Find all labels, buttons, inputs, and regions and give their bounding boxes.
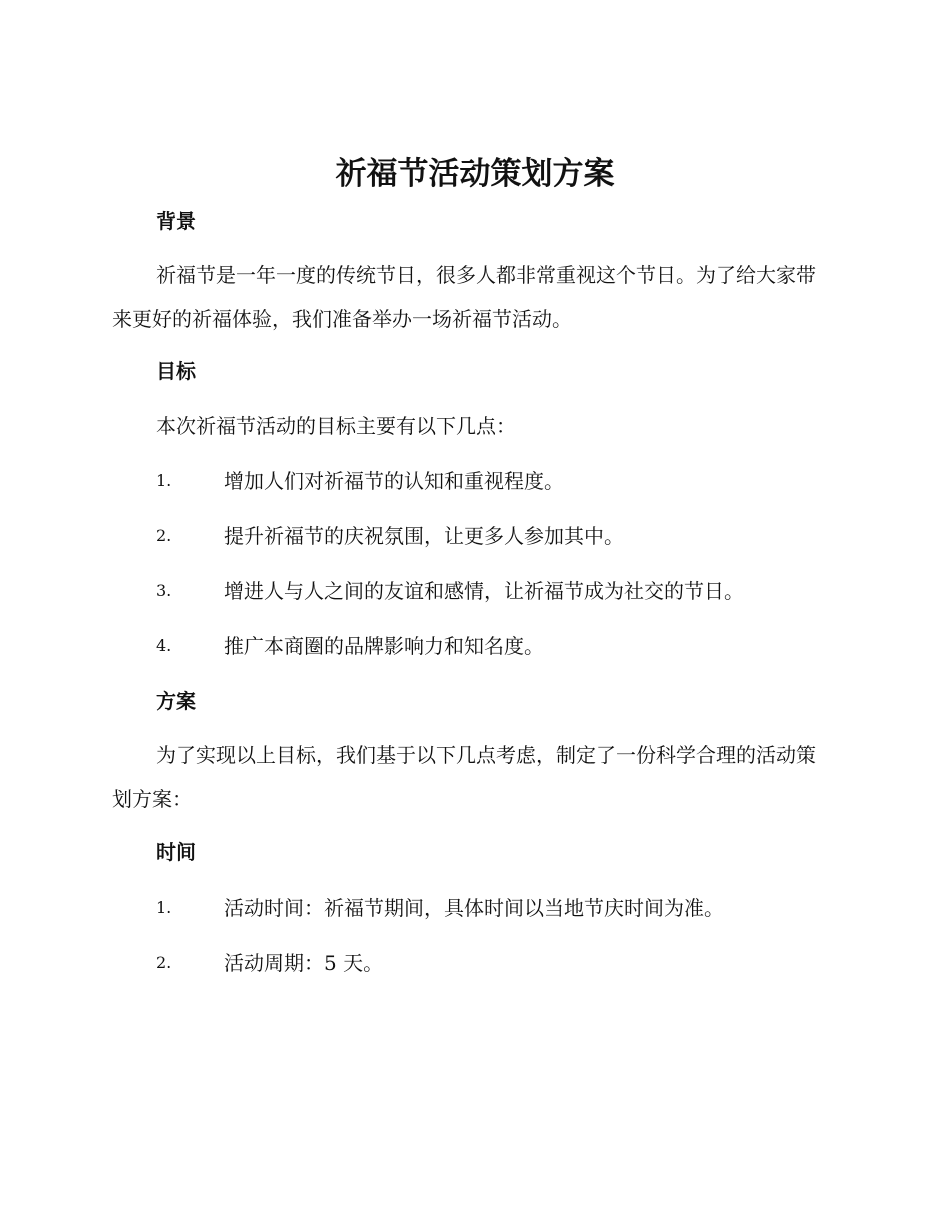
list-item-text: 活动周期：5 天。: [224, 951, 384, 975]
list-item-text: 推广本商圈的品牌影响力和知名度。: [224, 634, 544, 658]
section-heading-goals: 目标: [156, 359, 196, 383]
goals-list-item: [156, 466, 836, 496]
list-item-number: 3.: [156, 581, 172, 600]
list-item-number: 1.: [156, 898, 172, 917]
time-list-item: [156, 948, 836, 978]
section-heading-time: 时间: [156, 840, 196, 864]
goals-list-item: [156, 521, 836, 551]
section-heading-plan: 方案: [156, 689, 196, 713]
time-list-item: [156, 893, 836, 923]
background-paragraph: 祈福节是一年一度的传统节日，很多人都非常重视这个节日。为了给大家带来更好的祈福体验，我们准备举办一场祈福节活动。: [112, 263, 816, 331]
list-item-text: 增进人与人之间的友谊和感情，让祈福节成为社交的节日。: [224, 579, 744, 603]
list-item-text: 增加人们对祈福节的认知和重视程度。: [224, 469, 564, 493]
goals-intro-paragraph: 本次祈福节活动的目标主要有以下几点：: [156, 414, 516, 438]
list-item-text: 活动时间：祈福节期间，具体时间以当地节庆时间为准。: [224, 896, 724, 920]
list-item-number: 1.: [156, 471, 172, 490]
goals-list-item: [156, 631, 836, 661]
plan-paragraph: 为了实现以上目标，我们基于以下几点考虑，制定了一份科学合理的活动策划方案：: [112, 743, 816, 811]
list-item-number: 2.: [156, 526, 172, 545]
document-title: 祈福节活动策划方案: [335, 156, 615, 192]
goals-list-item: [156, 576, 836, 606]
list-item-number: 4.: [156, 636, 172, 655]
section-heading-background: 背景: [156, 209, 196, 233]
list-item-text: 提升祈福节的庆祝氛围，让更多人参加其中。: [224, 524, 624, 548]
list-item-number: 2.: [156, 953, 172, 972]
